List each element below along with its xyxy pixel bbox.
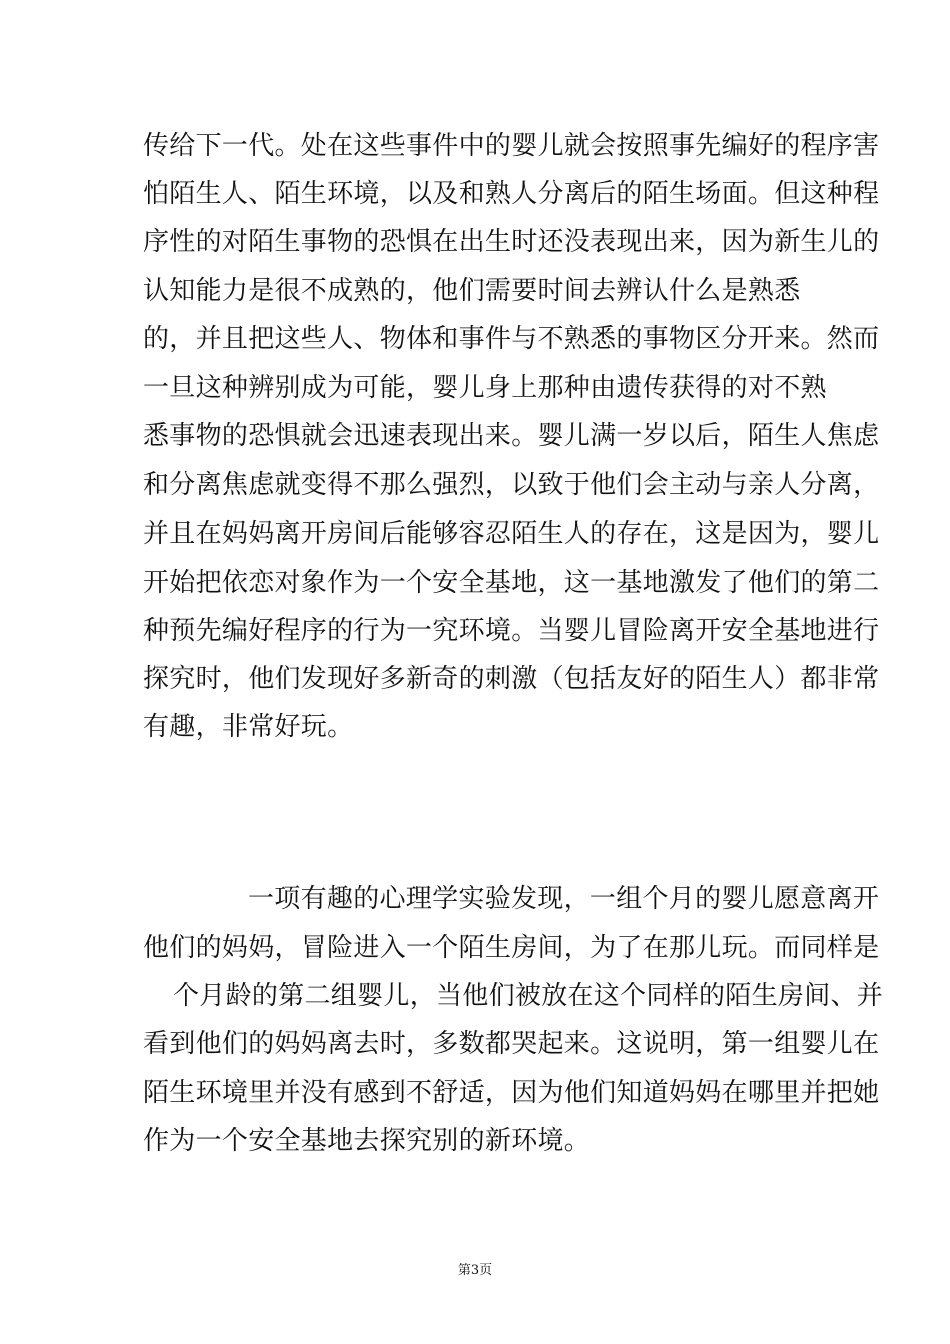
text-line: 悉事物的恐惧就会迅速表现出来。婴儿满一岁以后，陌生人焦虑 (143, 421, 880, 451)
text-line: 个月龄的第二组婴儿，当他们被放在这个同样的陌生房间、并 (173, 981, 884, 1011)
text-line: 一项有趣的心理学实验发现，一组个月的婴儿愿意离开 (248, 884, 880, 914)
text-line: 种预先编好程序的行为一究环境。当婴儿冒险离开安全基地进行 (143, 616, 880, 646)
text-line: 开始把依恋对象作为一个安全基地，这一基地激发了他们的第二 (143, 568, 880, 598)
text-line: 和分离焦虑就变得不那么强烈，以致于他们会主动与亲人分离， (143, 470, 880, 500)
text-line: 序性的对陌生事物的恐惧在出生时还没表现出来，因为新生儿的 (143, 227, 880, 257)
text-line: 有趣，非常好玩。 (143, 712, 354, 742)
text-line: 并且在妈妈离开房间后能够容忍陌生人的存在，这是因为，婴儿 (143, 519, 880, 549)
text-line: 他们的妈妈，冒险进入一个陌生房间，为了在那儿玩。而同样是 (143, 933, 880, 963)
text-line: 认知能力是很不成熟的，他们需要时间去辨认什么是熟悉 (143, 276, 801, 306)
text-line: 的，并且把这些人、物体和事件与不熟悉的事物区分开来。然而 (143, 324, 880, 354)
text-line: 看到他们的妈妈离去时，多数都哭起来。这说明，第一组婴儿在 (143, 1029, 880, 1059)
page-number: 第3页 (457, 1263, 493, 1278)
text-line: 怕陌生人、陌生环境，以及和熟人分离后的陌生场面。但这种程 (143, 179, 880, 209)
text-line: 探究时，他们发现好多新奇的刺激（包括友好的陌生人）都非常 (143, 664, 880, 694)
text-line: 一旦这种辨别成为可能，婴儿身上那种由遗传获得的对不熟 (143, 373, 827, 403)
text-line: 作为一个安全基地去探究别的新环境。 (143, 1126, 591, 1156)
text-line: 陌生环境里并没有感到不舒适，因为他们知道妈妈在哪里并把她 (143, 1078, 880, 1108)
text-line: 传给下一代。处在这些事件中的婴儿就会按照事先编好的程序害 (143, 131, 880, 161)
